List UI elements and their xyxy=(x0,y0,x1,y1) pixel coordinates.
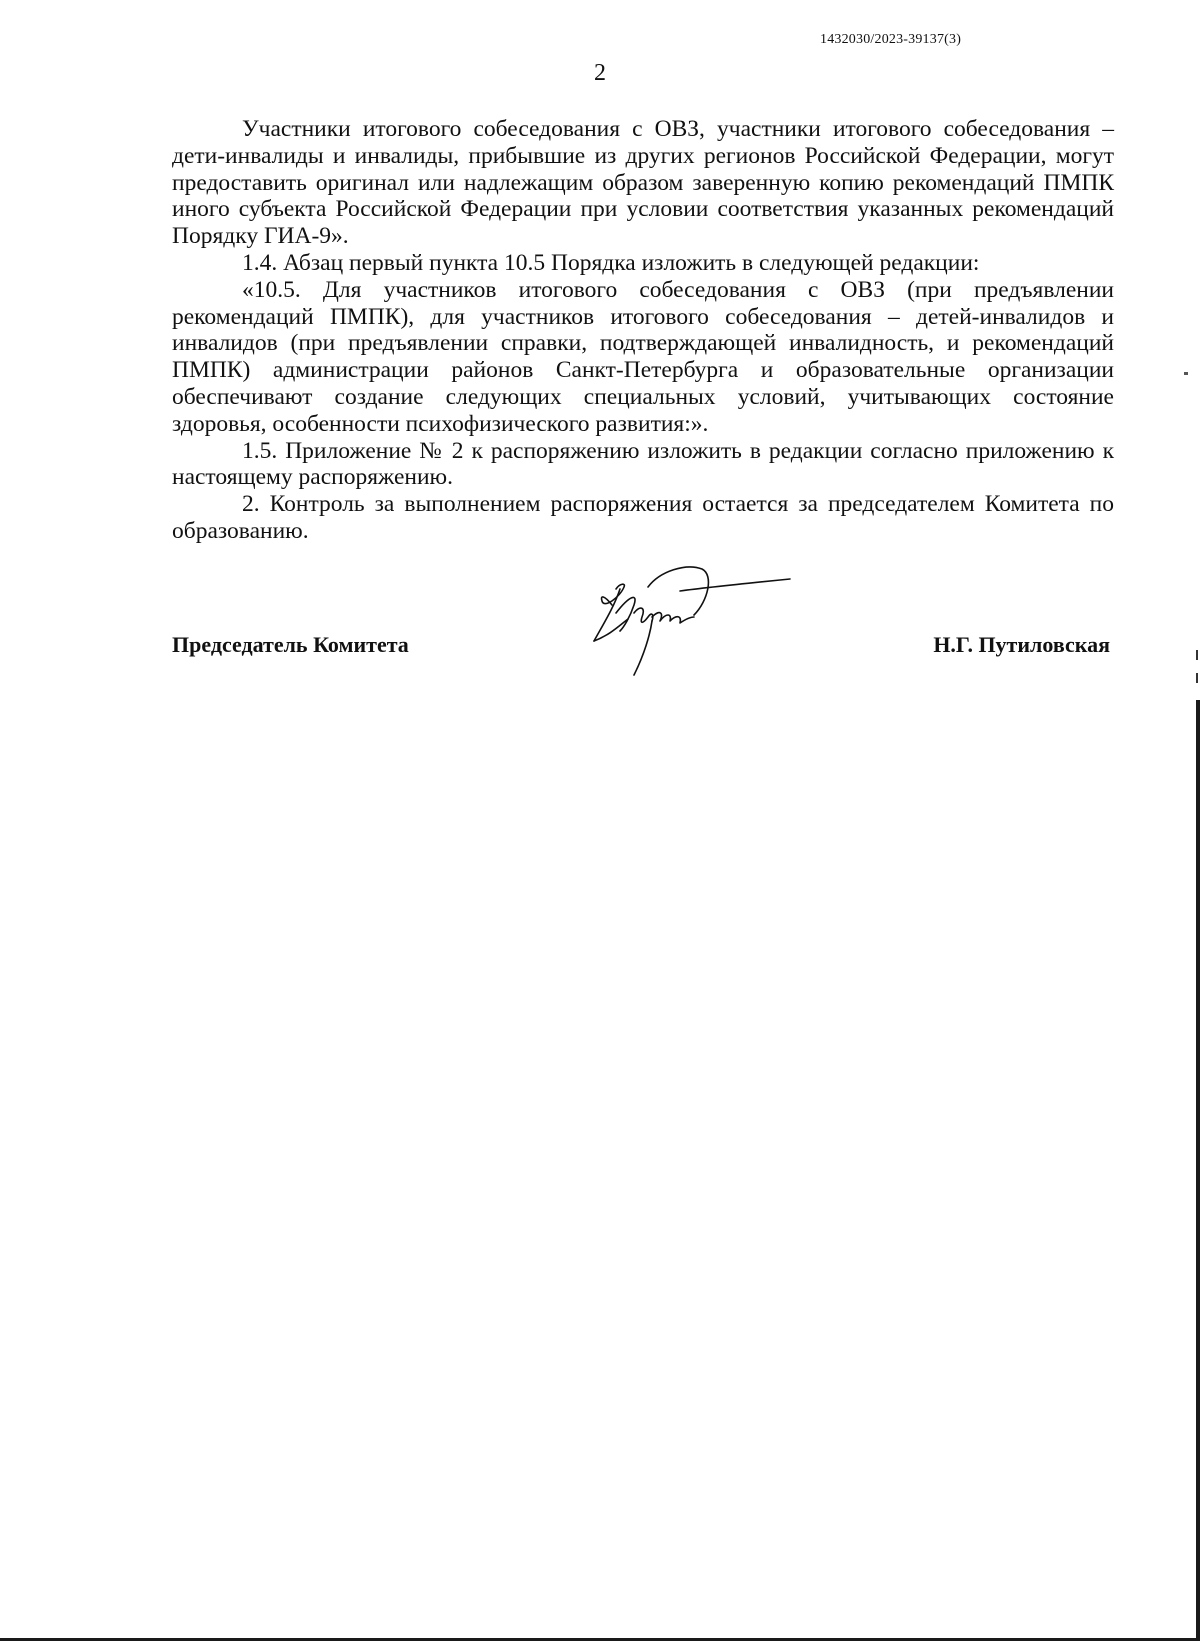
scan-edge-mark xyxy=(1196,673,1198,683)
document-number: 1432030/2023-39137(3) xyxy=(820,32,962,47)
page-number: 2 xyxy=(594,60,606,86)
handwritten-signature xyxy=(590,565,810,685)
signatory-name: Н.Г. Путиловская xyxy=(933,632,1110,657)
paragraph: 2. Контроль за выполнением распоряжения остается за председателем Комитета по образованию. xyxy=(172,491,1114,544)
document-body xyxy=(172,116,1114,545)
paragraph: Участники итогового собеседования с ОВЗ, участники итогового собеседования – дети-инвалиды и инвалиды, прибывшие из других регионов Российской Федерации, могут предоставить оригинал или надлежащим образом заверенную копию рекомендаций ПМПК иного субъекта Российской Федерации при условии соответствия указанных рекомендаций Порядку ГИА-9». xyxy=(172,116,1114,250)
paragraph: «10.5. Для участников итогового собеседования с ОВЗ (при предъявлении рекомендаций ПМПК), для участников итогового собеседования – детей-инвалидов и инвалидов (при предъявлении справки, подтверждающей инвалидность, и рекомендаций ПМПК) администрации районов Санкт-Петербурга и образовательные организации обеспечивают создание следующих специальных условий, учитывающих состояние здоровья, особенности психофизического развития:». xyxy=(172,276,1114,437)
scan-edge-right xyxy=(1196,700,1200,1641)
scan-edge-mark xyxy=(1184,372,1188,375)
signatory-title: Председатель Комитета xyxy=(172,632,409,657)
paragraph: 1.5. Приложение № 2 к распоряжению изложить в редакции согласно приложению к настоящему распоряжению. xyxy=(172,437,1114,491)
scan-edge-mark xyxy=(1196,650,1198,660)
paragraph: 1.4. Абзац первый пункта 10.5 Порядка изложить в следующей редакции: xyxy=(242,249,980,276)
